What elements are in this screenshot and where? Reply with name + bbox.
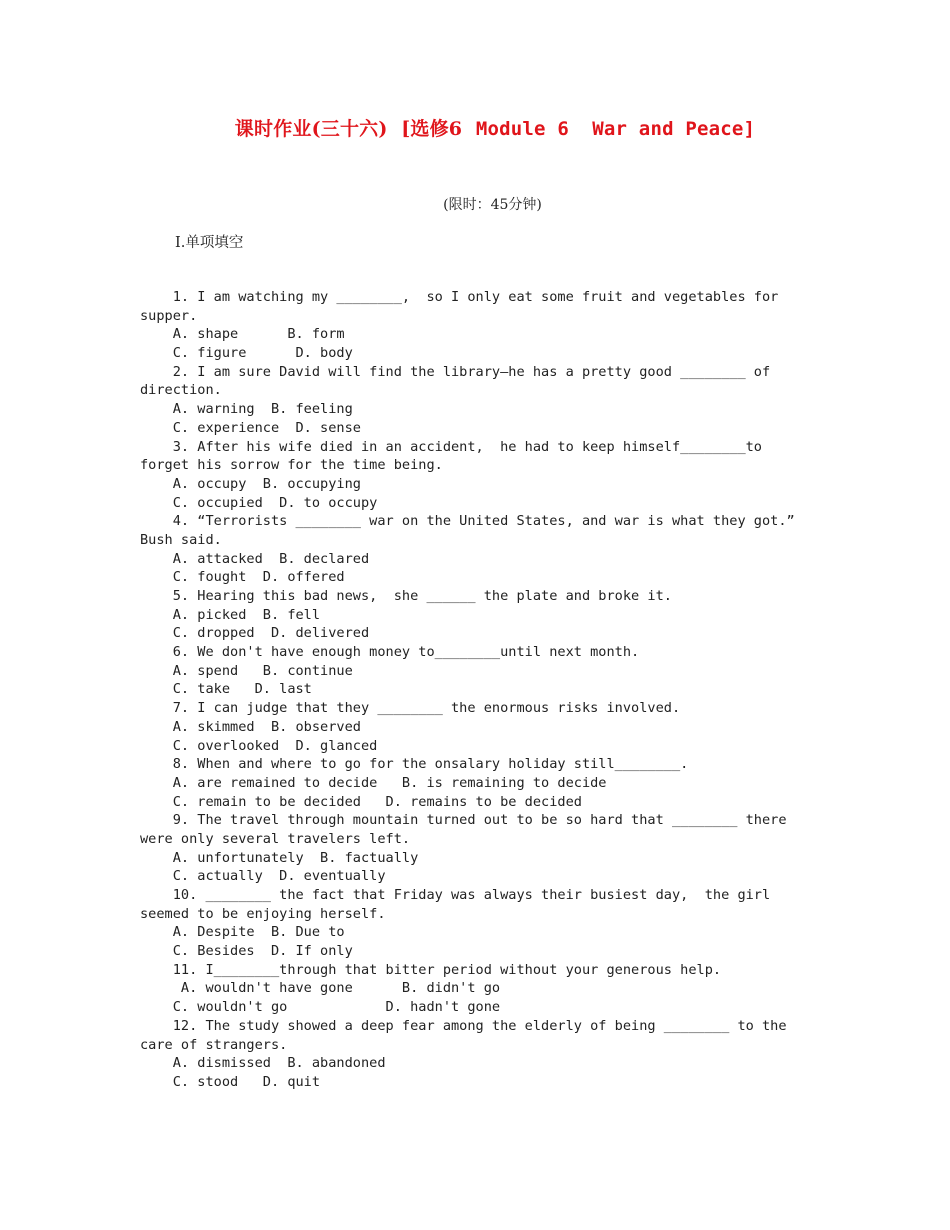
- text-line: C. stood D. quit: [140, 1073, 321, 1090]
- text-line: A. occupy B. occupying: [140, 475, 361, 492]
- text-line: forget his sorrow for the time being.: [140, 457, 443, 474]
- text-line: care of strangers.: [140, 1036, 288, 1053]
- text-line: 8. When and where to go for the onsalary holiday still________.: [140, 756, 689, 773]
- text-line: seemed to be enjoying herself.: [140, 905, 386, 922]
- question-list: [140, 288, 800, 1092]
- text-line: A. spend B. continue: [140, 662, 353, 679]
- text-line: A. dismissed B. abandoned: [140, 1055, 386, 1072]
- text-line: A. unfortunately B. factually: [140, 849, 419, 866]
- text-line: 11. I________through that bitter period without your generous help.: [140, 961, 722, 978]
- text-line: A. wouldn't have gone B. didn't go: [140, 980, 501, 997]
- text-line: A. picked B. fell: [140, 606, 321, 623]
- text-line: C. wouldn't go D. hadn't gone: [140, 999, 501, 1016]
- text-line: 4. “Terrorists ________ war on the United States, and war is what they got.”: [140, 513, 795, 530]
- text-line: 9. The travel through mountain turned out to be so hard that ________ there: [140, 812, 787, 829]
- title-english: Module 6 War and Peace]: [475, 118, 756, 140]
- time-limit: (限时：45分钟): [443, 197, 542, 213]
- text-line: 7. I can judge that they ________ the enormous risks involved.: [140, 700, 681, 717]
- text-line: C. dropped D. delivered: [140, 625, 370, 642]
- title-chinese: 课时作业(三十六) [选修6: [234, 118, 476, 140]
- text-line: C. Besides D. If only: [140, 943, 353, 960]
- text-line: 10. ________ the fact that Friday was always their busiest day, the girl: [140, 887, 771, 903]
- text-line: 1. I am watching my ________, so I only eat some fruit and vegetables for: [140, 289, 779, 305]
- text-line: 6. We don't have enough money to________until next month.: [140, 644, 640, 661]
- text-line: C. actually D. eventually: [140, 868, 386, 885]
- section-heading: Ⅰ.单项填空: [175, 235, 244, 251]
- text-line: supper.: [140, 307, 198, 324]
- text-line: A. skimmed B. observed: [140, 718, 361, 735]
- text-line: were only several travelers left.: [140, 830, 411, 847]
- text-line: C. take D. last: [140, 681, 312, 698]
- text-line: A. are remained to decide B. is remaining to decide: [140, 774, 607, 791]
- text-line: C. overlooked D. glanced: [140, 737, 378, 754]
- page-title: [0, 114, 950, 141]
- text-line: 3. After his wife died in an accident, he had to keep himself________to: [140, 438, 762, 455]
- text-line: C. experience D. sense: [140, 419, 361, 436]
- text-line: 5. Hearing this bad news, she ______ the plate and broke it.: [140, 588, 672, 604]
- text-line: C. remain to be decided D. remains to be decided: [140, 793, 582, 810]
- text-line: A. warning B. feeling: [140, 401, 353, 418]
- text-line: C. occupied D. to occupy: [140, 494, 378, 511]
- text-line: 12. The study showed a deep fear among the elderly of being ________ to the: [140, 1017, 787, 1034]
- text-line: C. fought D. offered: [140, 569, 345, 586]
- text-line: A. attacked B. declared: [140, 550, 370, 567]
- text-line: A. shape B. form: [140, 326, 345, 343]
- text-line: 2. I am sure David will find the library—he has a pretty good ________ of: [140, 363, 771, 380]
- text-line: Bush said.: [140, 531, 222, 548]
- text-line: A. Despite B. Due to: [140, 924, 345, 941]
- text-line: direction.: [140, 382, 222, 399]
- text-line: C. figure D. body: [140, 345, 353, 362]
